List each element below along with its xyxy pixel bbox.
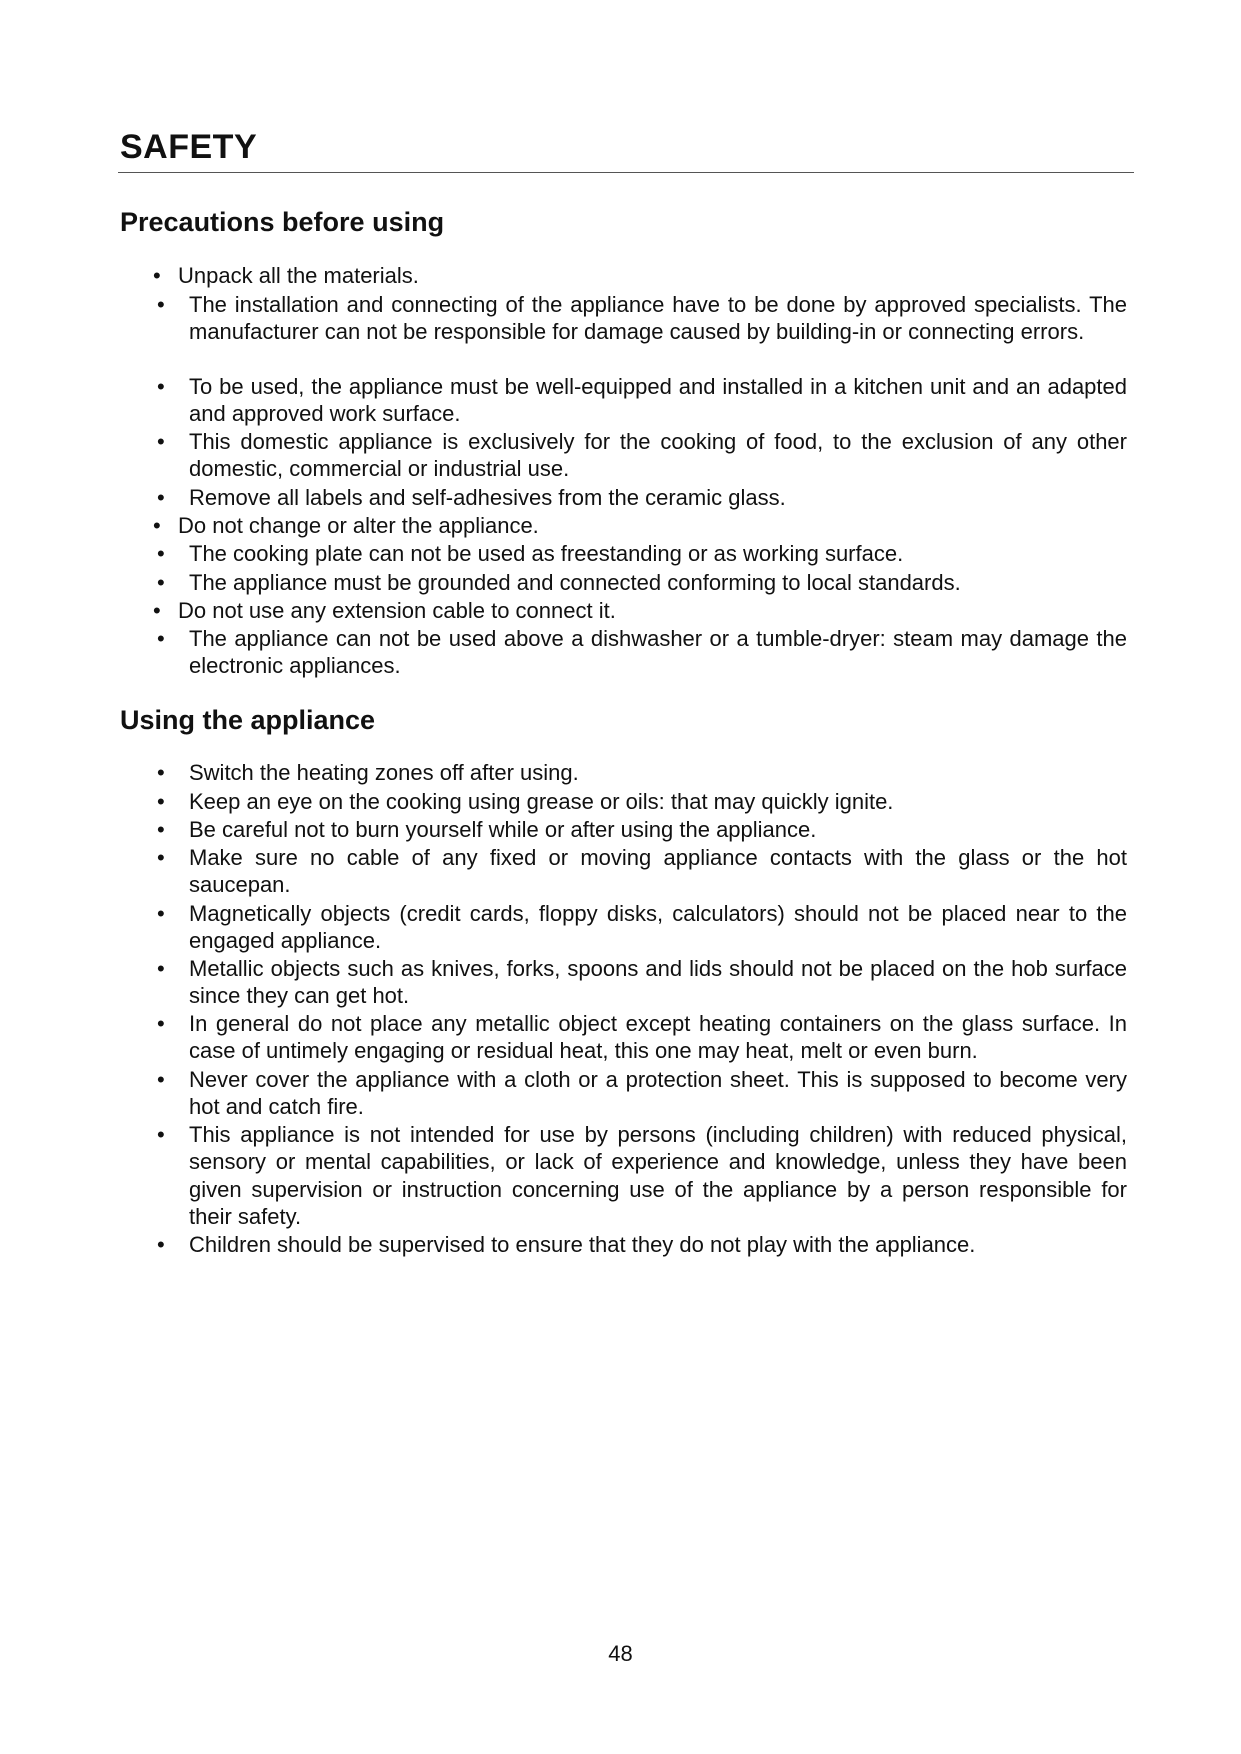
bullet-icon: • bbox=[157, 789, 165, 814]
bullet-icon: • bbox=[157, 760, 165, 785]
bullet-icon: • bbox=[157, 541, 165, 566]
list-item-text: Children should be supervised to ensure that they do not play with the appliance. bbox=[189, 1232, 976, 1257]
list-item-text: Never cover the appliance with a cloth or a protection sheet. This is supposed to become very hot and catch fire. bbox=[189, 1067, 1127, 1120]
bullet-icon: • bbox=[157, 570, 165, 595]
section-heading-using: Using the appliance bbox=[120, 705, 376, 735]
page-number: 48 bbox=[608, 1641, 633, 1666]
bullet-icon: • bbox=[157, 429, 165, 454]
bullet-icon: • bbox=[157, 292, 165, 317]
bullet-icon: • bbox=[157, 817, 165, 842]
bullet-icon: • bbox=[153, 513, 161, 538]
list-item-text: Be careful not to burn yourself while or after using the appliance. bbox=[189, 817, 817, 842]
bullet-icon: • bbox=[153, 598, 161, 623]
list-item-text: The installation and connecting of the appliance have to be done by approved specialists. The manufacturer can not be responsible for damage caused by building-in or connecting errors. bbox=[189, 292, 1127, 345]
list-item-text: To be used, the appliance must be well-equipped and installed in a kitchen unit and an adapted and approved work surface. bbox=[189, 374, 1127, 427]
list-item-text: The appliance can not be used above a dishwasher or a tumble-dryer: steam may damage the electronic appliances. bbox=[189, 626, 1127, 679]
bullet-icon: • bbox=[157, 901, 165, 926]
title-divider bbox=[118, 172, 1134, 173]
list-item-text: Do not use any extension cable to connect it. bbox=[178, 598, 616, 623]
bullet-icon: • bbox=[157, 1232, 165, 1257]
bullet-icon: • bbox=[153, 263, 161, 288]
list-item-text: The cooking plate can not be used as freestanding or as working surface. bbox=[189, 541, 904, 566]
list-item-text: The appliance must be grounded and connected conforming to local standards. bbox=[189, 570, 961, 595]
list-item-text: In general do not place any metallic object except heating containers on the glass surface. In case of untimely engaging or residual heat, this one may heat, melt or even burn. bbox=[189, 1011, 1127, 1064]
page-title: SAFETY bbox=[120, 128, 258, 166]
bullet-icon: • bbox=[157, 374, 165, 399]
list-item-text: Switch the heating zones off after using. bbox=[189, 760, 579, 785]
list-item-text: Keep an eye on the cooking using grease or oils: that may quickly ignite. bbox=[189, 789, 894, 814]
list-item-text: Do not change or alter the appliance. bbox=[178, 513, 539, 538]
bullet-icon: • bbox=[157, 1067, 165, 1092]
list-item-text: This appliance is not intended for use by persons (including children) with reduced physical, sensory or mental capabilities, or lack of experience and knowledge, unless they have been given supervision or instruction concerning use of the appliance by a person responsible for their safety. bbox=[189, 1122, 1127, 1230]
list-item-text: Remove all labels and self-adhesives from the ceramic glass. bbox=[189, 485, 786, 510]
section-heading-precautions: Precautions before using bbox=[120, 207, 445, 237]
list-item-text: Unpack all the materials. bbox=[178, 263, 419, 288]
list-item-text: Make sure no cable of any fixed or moving appliance contacts with the glass or the hot saucepan. bbox=[189, 845, 1127, 898]
bullet-icon: • bbox=[157, 1122, 165, 1147]
bullet-icon: • bbox=[157, 845, 165, 870]
list-item-text: Metallic objects such as knives, forks, spoons and lids should not be placed on the hob surface since they can get hot. bbox=[189, 956, 1127, 1009]
bullet-icon: • bbox=[157, 956, 165, 981]
bullet-icon: • bbox=[157, 1011, 165, 1036]
list-item-text: This domestic appliance is exclusively for the cooking of food, to the exclusion of any other domestic, commercial or industrial use. bbox=[189, 429, 1127, 482]
bullet-icon: • bbox=[157, 485, 165, 510]
bullet-icon: • bbox=[157, 626, 165, 651]
list-item-text: Magnetically objects (credit cards, floppy disks, calculators) should not be placed near to the engaged appliance. bbox=[189, 901, 1127, 954]
